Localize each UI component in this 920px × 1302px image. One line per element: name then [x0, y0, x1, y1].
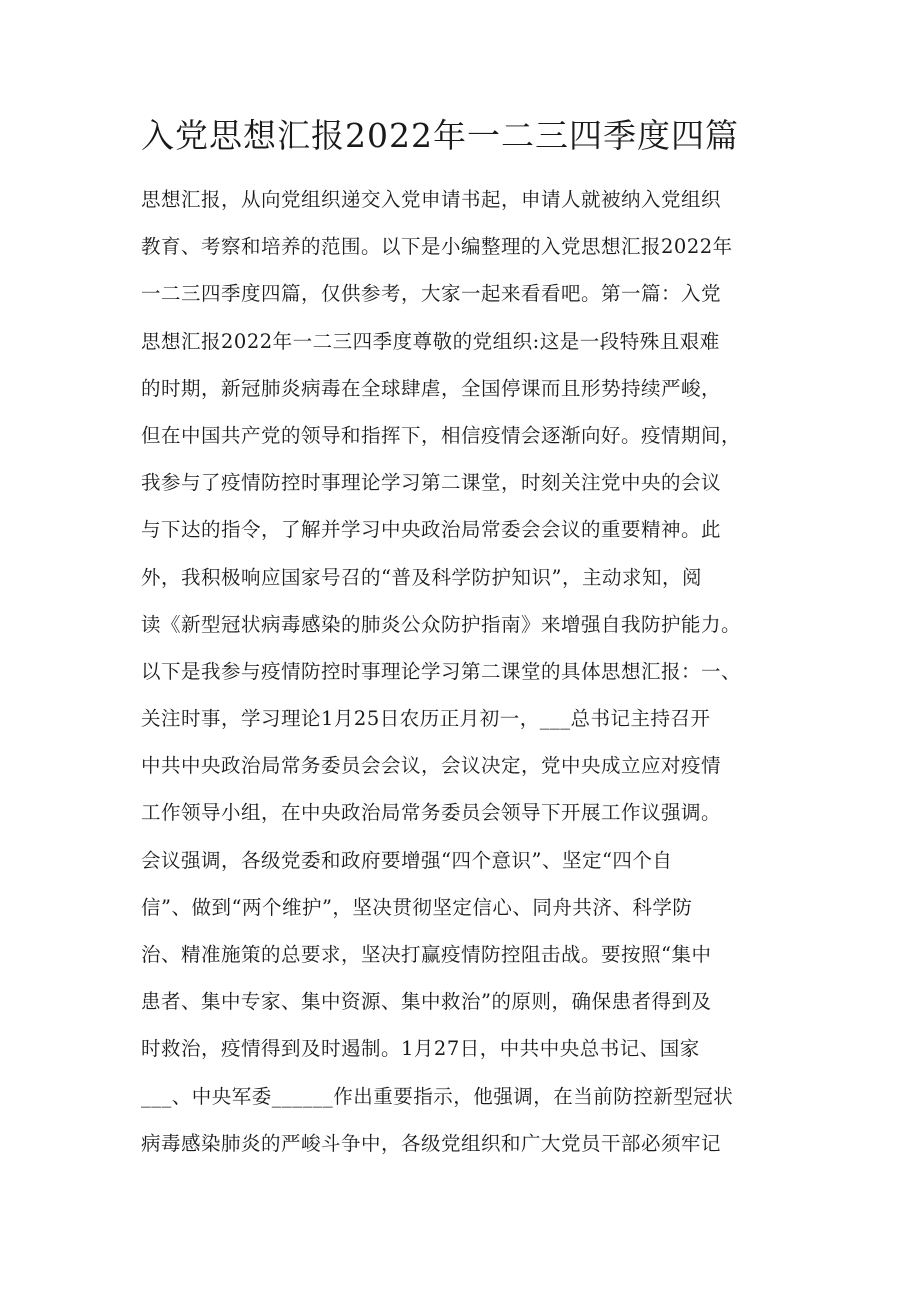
body-line-15: 会议强调，各级党委和政府要增强“四个意识”、坚定“四个自 [141, 848, 673, 872]
body-line-5: 的时期，新冠肺炎病毒在全球肆虐，全国停课而且形势持续严峻， [141, 376, 722, 400]
body-line-4: 思想汇报2022年一二三四季度尊敬的党组织:这是一段特殊且艰难 [141, 329, 720, 353]
body-line-7: 我参与了疫情防控时事理论学习第二课堂，时刻关注党中央的会议 [141, 471, 722, 495]
document-title: 入党思想汇报2022年一二三四季度四篇 [141, 116, 739, 155]
body-line-17: 治、精准施策的总要求，坚决打赢疫情防控阻击战。要按照“集中 [141, 943, 712, 966]
body-line-21: 病毒感染肺炎的严峻斗争中，各级党组织和广大党员干部必须牢记 [141, 1131, 722, 1155]
body-line-14: 工作领导小组，在中央政治局常务委员会领导下开展工作议强调。 [141, 801, 722, 825]
body-line-1: 思想汇报，从向党组织递交入党申请书起，申请人就被纳入党组织 [141, 188, 722, 211]
document-body [141, 176, 821, 1167]
body-line-12: 关注时事，学习理论1月25日农历正月初一，___总书记主持召开 [141, 707, 711, 731]
body-line-18: 患者、集中专家、集中资源、集中救治”的原则，确保患者得到及 [141, 990, 712, 1014]
body-line-19: 时救治，疫情得到及时遏制。1月27日，中共中央总书记、国家 [141, 1037, 700, 1061]
body-line-9: 外，我积极响应国家号召的“普及科学防护知识”，主动求知，阅 [141, 565, 702, 589]
body-line-6: 但在中国共产党的领导和指挥下，相信疫情会逐渐向好。疫情期间， [141, 423, 742, 447]
body-line-10: 读《新型冠状病毒感染的肺炎公众防护指南》来增强自我防护能力。 [141, 612, 742, 636]
body-line-11: 以下是我参与疫情防控时事理论学习第二课堂的具体思想汇报：一、 [141, 659, 742, 683]
body-line-8: 与下达的指令，了解并学习中央政治局常委会会议的重要精神。此 [141, 518, 722, 542]
body-line-13: 中共中央政治局常务委员会会议，会议决定，党中央成立应对疫情 [141, 754, 722, 778]
body-line-16: 信”、做到“两个维护”，坚决贯彻坚定信心、同舟共济、科学防 [141, 895, 693, 919]
body-line-20: ___、中央军委______作出重要指示，他强调，在当前防控新型冠状 [141, 1084, 734, 1108]
body-line-3: 一二三四季度四篇，仅供参考，大家一起来看看吧。第一篇：入党 [141, 282, 722, 306]
body-line-2: 教育、考察和培养的范围。以下是小编整理的入党思想汇报2022年 [141, 235, 733, 259]
